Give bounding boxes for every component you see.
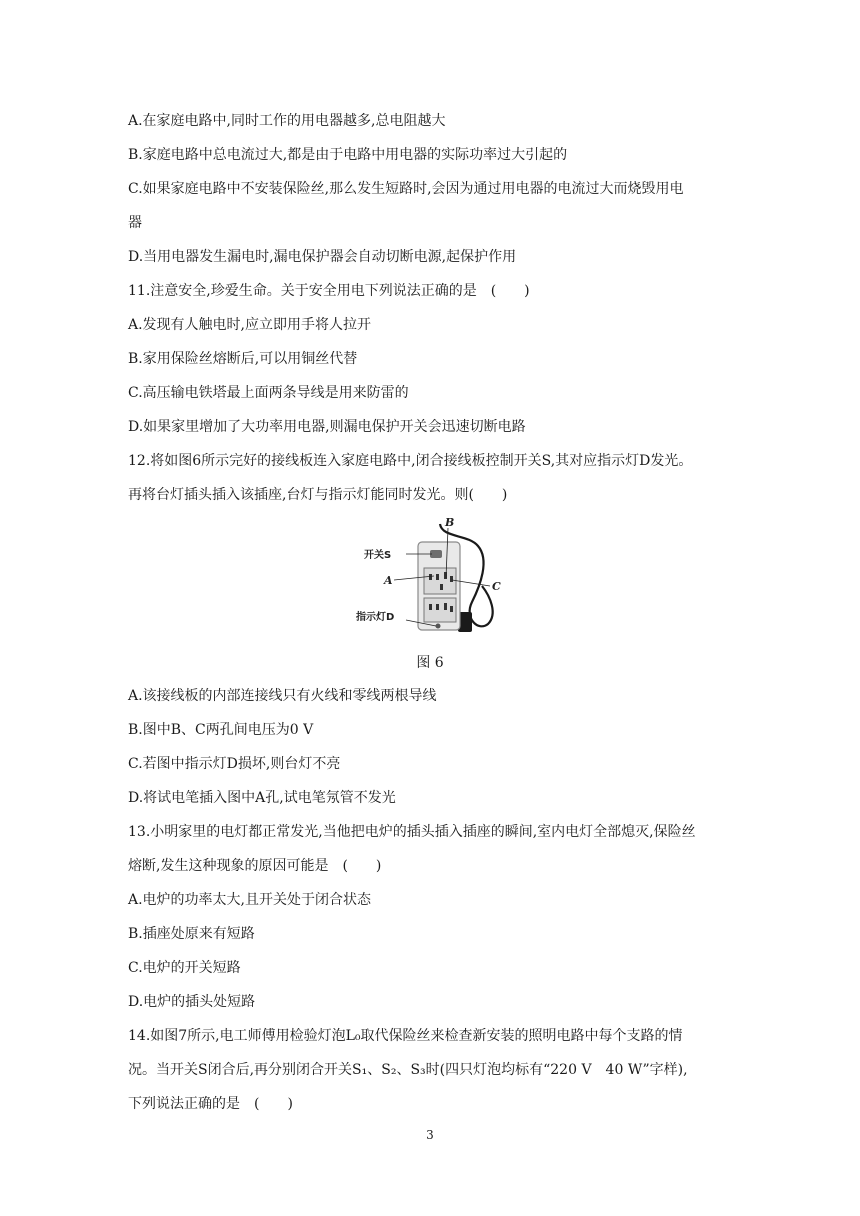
text-line: 器 xyxy=(128,215,142,231)
indicator-light-icon xyxy=(436,624,441,629)
text-line: 13.小明家里的电灯都正常发光,当他把电炉的插头插入插座的瞬间,室内电灯全部熄灭,保险丝 xyxy=(128,824,696,840)
power-strip-figure xyxy=(352,516,522,638)
label-indicator: 指示灯D xyxy=(356,612,395,623)
text-line: 12.将如图6所示完好的接线板连入家庭电路中,闭合接线板控制开关S,其对应指示灯D发光。 xyxy=(128,453,693,469)
label-a: A xyxy=(384,574,393,587)
text-line: D.电炉的插头处短路 xyxy=(128,994,256,1010)
text-line: C.若图中指示灯D损坏,则台灯不亮 xyxy=(128,756,341,772)
text-line: A.该接线板的内部连接线只有火线和零线两根导线 xyxy=(128,688,437,704)
text-line: A.电炉的功率太大,且开关处于闭合状态 xyxy=(128,892,372,908)
text-line: C.高压输电铁塔最上面两条导线是用来防雷的 xyxy=(128,385,409,401)
text-line: A.在家庭电路中,同时工作的用电器越多,总电阻越大 xyxy=(128,113,446,129)
text-line: A.发现有人触电时,应立即用手将人拉开 xyxy=(128,317,372,333)
page-number: 3 xyxy=(426,1128,434,1142)
text-line: B.图中B、C两孔间电压为0 V xyxy=(128,722,314,738)
label-b: B xyxy=(445,516,455,529)
text-line: C.如果家庭电路中不安装保险丝,那么发生短路时,会因为通过用电器的电流过大而烧毁用电 xyxy=(128,181,684,197)
text-line: B.家用保险丝熔断后,可以用铜丝代替 xyxy=(128,351,358,367)
power-strip-diagram xyxy=(352,516,522,638)
text-line: B.插座处原来有短路 xyxy=(128,926,255,942)
label-c: C xyxy=(492,580,501,593)
text-line: 14.如图7所示,电工师傅用检验灯泡L₀取代保险丝来检查新安装的照明电路中每个支路的情 xyxy=(128,1028,683,1044)
text-line: 下列说法正确的是 ( ) xyxy=(128,1096,293,1112)
text-line: 况。当开关S闭合后,再分别闭合开关S₁、S₂、S₃时(四只灯泡均标有“220 V 40 W”字样), xyxy=(128,1062,688,1078)
text-line: 再将台灯插头插入该插座,台灯与指示灯能同时发光。则( ) xyxy=(128,487,508,503)
text-line: 11.注意安全,珍爱生命。关于安全用电下列说法正确的是 ( ) xyxy=(128,283,530,299)
text-line: D.如果家里增加了大功率用电器,则漏电保护开关会迅速切断电路 xyxy=(128,419,526,435)
text-line: 熔断,发生这种现象的原因可能是 ( ) xyxy=(128,858,382,874)
text-line: B.家庭电路中总电流过大,都是由于电路中用电器的实际功率过大引起的 xyxy=(128,147,568,163)
figure-caption: 图 6 xyxy=(416,655,444,671)
text-line: D.当用电器发生漏电时,漏电保护器会自动切断电源,起保护作用 xyxy=(128,249,517,265)
text-line: C.电炉的开关短路 xyxy=(128,960,241,976)
text-line: D.将试电笔插入图中A孔,试电笔氖管不发光 xyxy=(128,790,396,806)
label-switch: 开关S xyxy=(364,550,392,561)
